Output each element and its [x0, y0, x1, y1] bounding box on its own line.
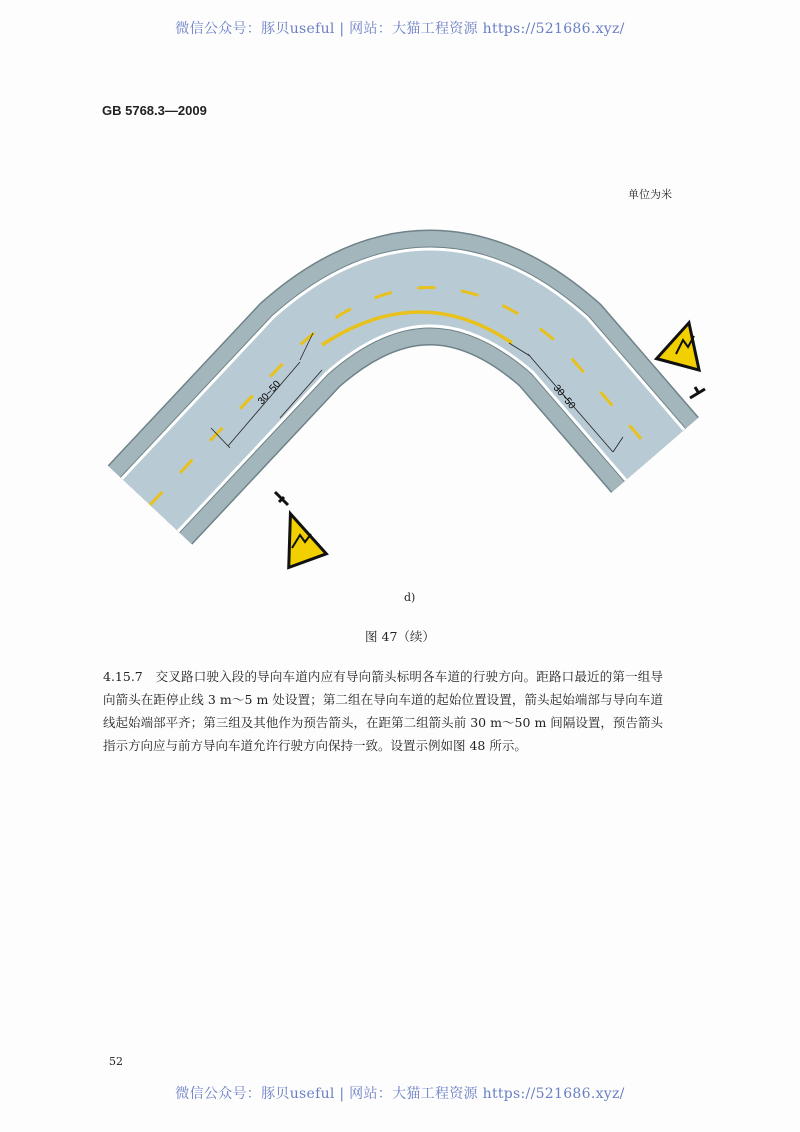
road: [150, 288, 655, 506]
dimension-label-right: 30~50: [550, 382, 578, 412]
sign-post-right: [690, 387, 705, 398]
body-paragraph: 4.15.7 交叉路口驶入段的导向车道内应有导向箭头标明各车道的行驶方向。距路口最近的第一组导向箭头在距停止线 3 m～5 m 处设置；第二组在导向车道的起始位置设置，箭头起始端部与导向车道线起始端部平齐；第三组及其他作为预告箭头，在距第二组箭头前 30 m～50 m 间隔设置，预告箭头指示方向应与前方导向车道允许行驶方向保持一致。设置示例如图 48 所示。: [103, 669, 663, 753]
sign-post-left: [275, 492, 288, 505]
sub-figure-label: d): [404, 591, 416, 604]
watermark-header: 微信公众号：豚贝useful | 网站：大猫工程资源 https://521686.xyz/: [175, 21, 625, 37]
figure-caption: 图 47（续）: [365, 629, 435, 644]
warning-sign-left: [272, 507, 327, 568]
standard-number: GB 5768.3—2009: [102, 103, 207, 118]
page-number: 52: [109, 1055, 123, 1068]
unit-note: 单位为米: [628, 188, 672, 201]
dimension-label-left: 30~50: [256, 378, 284, 408]
watermark-footer: 微信公众号：豚贝useful | 网站：大猫工程资源 https://521686.xyz/: [175, 1086, 625, 1102]
warning-sign-right: [657, 317, 711, 370]
